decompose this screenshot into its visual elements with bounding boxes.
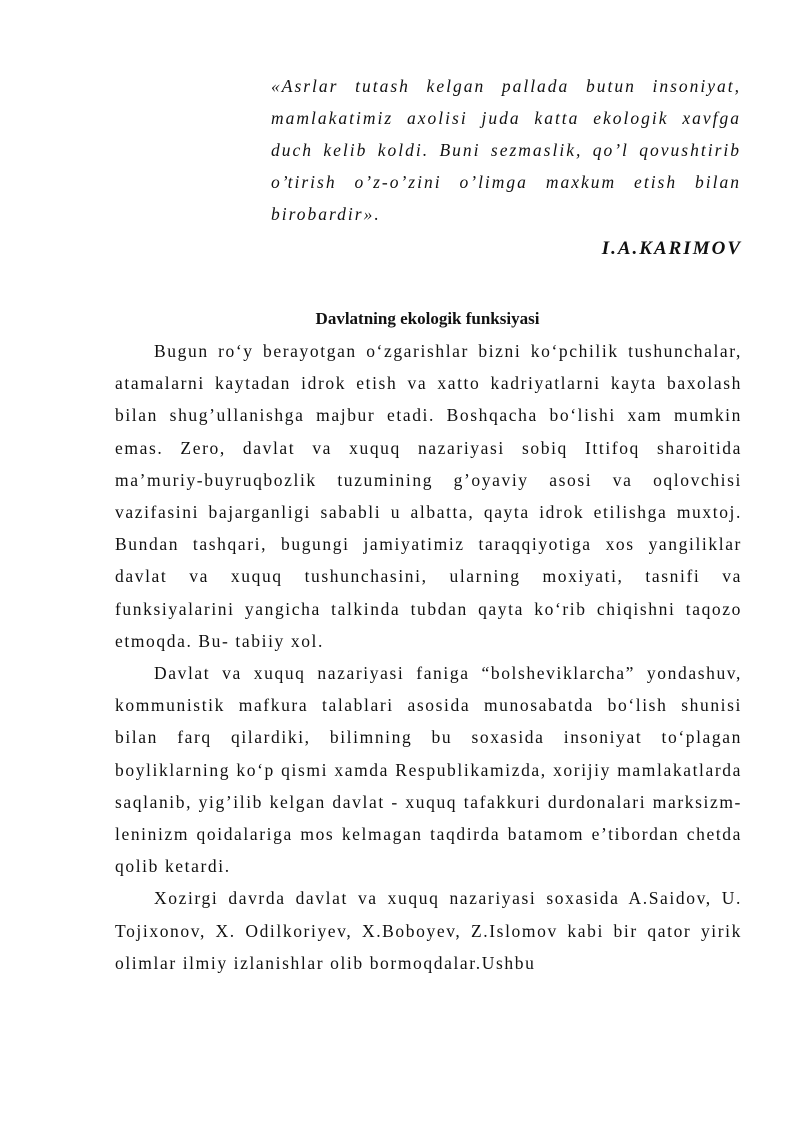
paragraph: Davlat va xuquq nazariyasi faniga “bolsheviklarcha” yondashuv, kommunistik mafkura talablari asosida munosabatda bo‘lish shunisi bilan farq qilardiki, bilimning bu soxasida insoniyat to‘plagan boyliklarning ko‘p qismi xamda Respublikamizda, xorijiy mamlakatlarda saqlanib, yig’ilib kelgan davlat - xuquq tafakkuri durdonalari marksizm-leninizm qoidalariga mos kelmagan taqdirda batamom e’tibordan chetda qolib ketardi. — [115, 663, 742, 877]
epigraph-quote: «Asrlar tutash kelgan pallada butun insoniyat, mamlakatimiz axolisi juda katta ekologik xavfga duch kelib koldi. Buni sezmaslik, qo’l qovushtirib o’tirish o’z-o’zini o’limga maxkum etish bilan birobardir». — [271, 76, 741, 224]
section-heading: Davlatning ekologik funksiyasi — [315, 309, 540, 328]
paragraph: Xozirgi davrda davlat va xuquq nazariyasi soxasida A.Saidov, U. Tojixonov, X. Odilkoriyev, X.Boboyev, Z.Islomov kabi bir qator yirik olimlar ilmiy izlanishlar olib bormoqdalar.Ushbu — [115, 888, 742, 973]
epigraph-author: I.A.KARIMOV — [601, 238, 742, 259]
body-text — [115, 335, 742, 979]
paragraph: Bugun ro‘y berayotgan o‘zgarishlar bizni ko‘pchilik tushunchalar, atamalarni kaytadan idrok etish va xatto kadriyatlarni kayta baxolash bilan shug’ullanishga majbur etadi. Boshqacha bo‘lishi xam mumkin emas. Zero, davlat va xuquq nazariyasi sobiq Ittifoq sharoitida ma’muriy-buyruqbozlik tuzumining g’oyaviy asosi va oqlovchisi vazifasini bajarganligi sababli u albatta, qayta idrok etilishga muxtoj. Bundan tashqari, bugungi jamiyatimiz taraqqiyotiga xos yangiliklar davlat va xuquq tushunchasini, ularning moxiyati, tasnifi va funksiyalarini yangicha talkinda tubdan qayta ko‘rib chiqishni taqozo etmoqda. Bu- tabiiy xol. — [115, 341, 742, 651]
